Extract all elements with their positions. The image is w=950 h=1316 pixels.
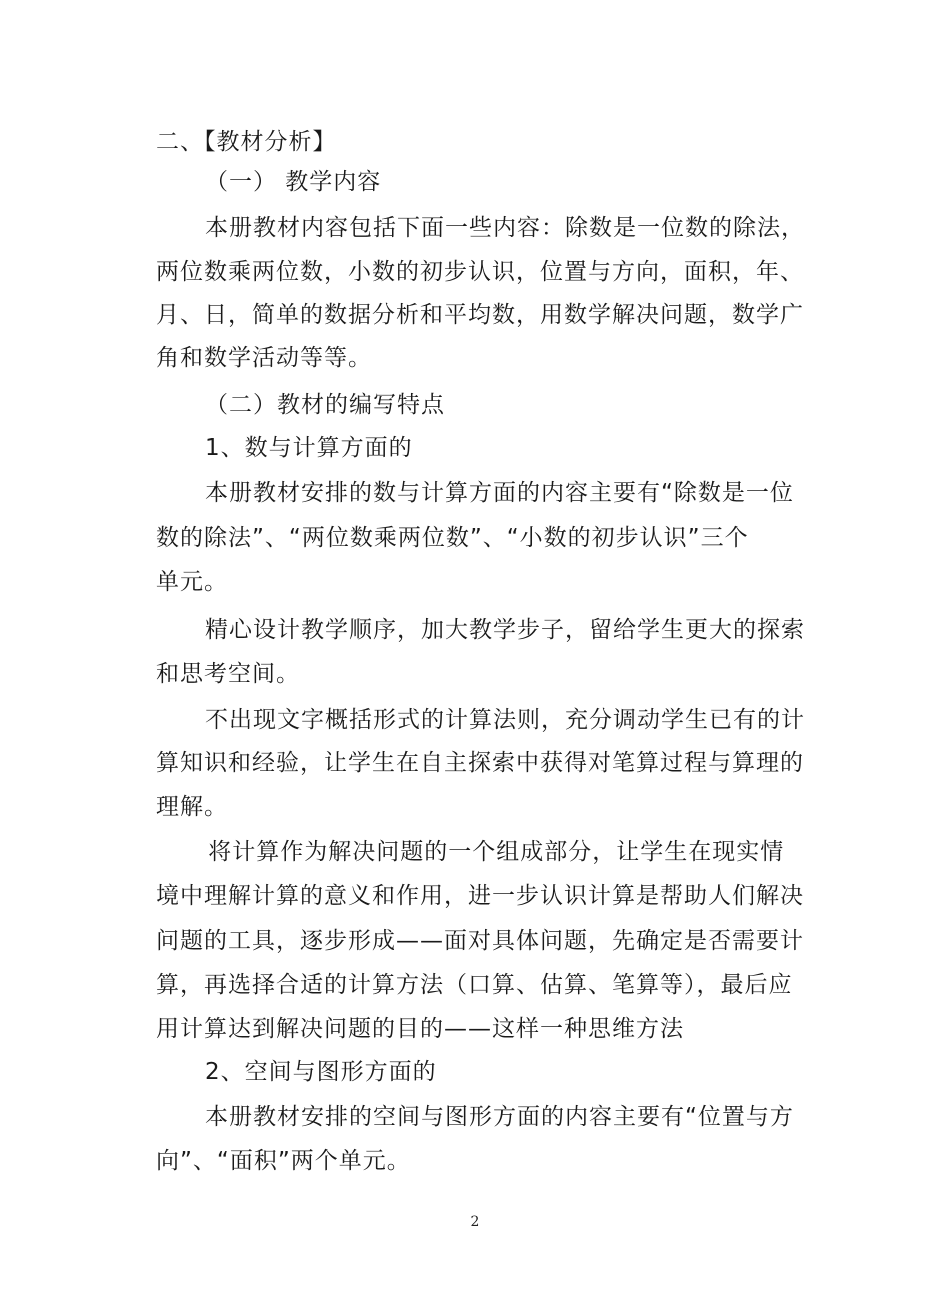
- heading-line: 二、【教材分析】: [156, 129, 337, 155]
- paragraph-line: 向”、“面积”两个单元。: [156, 1148, 411, 1174]
- paragraph-line: 本册教材内容包括下面一些内容：除数是一位数的除法，: [205, 215, 805, 241]
- section-title-space: 2、空间与图形方面的: [205, 1059, 437, 1085]
- paragraph-line: 境中理解计算的意义和作用，进一步认识计算是帮助人们解决: [156, 883, 804, 909]
- paragraph-line: 角和数学活动等等。: [156, 345, 372, 371]
- paragraph-line: 将计算作为解决问题的一个组成部分，让学生在现实情: [200, 839, 785, 865]
- paragraph-line: 本册教材安排的数与计算方面的内容主要有“除数是一位: [205, 480, 794, 506]
- paragraph-line: 数的除法”、“两位数乘两位数”、“小数的初步认识”三个: [156, 525, 749, 551]
- paragraph-line: 不出现文字概括形式的计算法则，充分调动学生已有的计: [205, 707, 805, 733]
- paragraph-line: 和思考空间。: [156, 661, 300, 687]
- paragraph-line: 用计算达到解决问题的目的——这样一种思维方法: [156, 1016, 684, 1042]
- subheading-content: （一） 教学内容: [205, 169, 382, 195]
- paragraph-line: 本册教材安排的空间与图形方面的内容主要有“位置与方: [205, 1104, 794, 1130]
- section-title-numbers: 1、数与计算方面的: [205, 435, 413, 461]
- page-number: 2: [470, 1214, 480, 1230]
- paragraph-line: 月、日，简单的数据分析和平均数，用数学解决问题，数学广: [156, 302, 804, 328]
- subheading-features: （二）教材的编写特点: [205, 392, 445, 418]
- paragraph-line: 两位数乘两位数，小数的初步认识，位置与方向，面积，年、: [156, 259, 804, 285]
- paragraph-line: 算，再选择合适的计算方法（口算、估算、笔算等），最后应: [156, 972, 793, 998]
- paragraph-line: 单元。: [156, 569, 228, 595]
- paragraph-line: 精心设计教学顺序，加大教学步子，留给学生更大的探索: [205, 617, 805, 643]
- paragraph-line: 算知识和经验，让学生在自主探索中获得对笔算过程与算理的: [156, 750, 804, 776]
- paragraph-line: 理解。: [156, 794, 228, 820]
- paragraph-line: 问题的工具，逐步形成——面对具体问题，先确定是否需要计: [156, 928, 804, 954]
